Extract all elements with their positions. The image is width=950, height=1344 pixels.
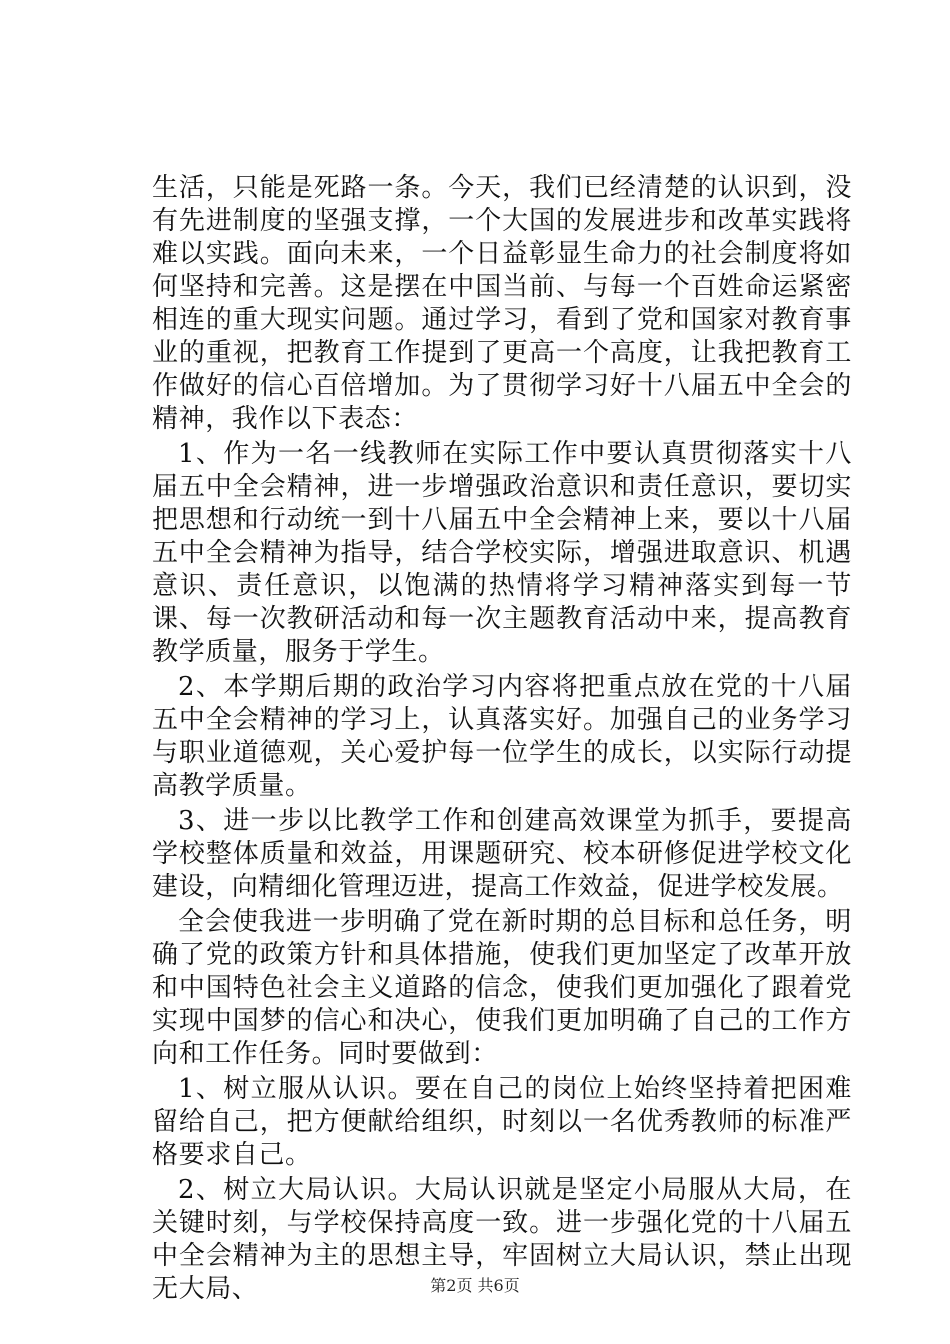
paragraph-plenary-summary: 全会使我进一步明确了党在新时期的总目标和总任务，明确了党的政策方针和具体措施，使我们更加坚定了改革开放和中国特色社会主义道路的信念，使我们更加强化了跟着党实现中国梦的信心和决心，使我们更加明确了自己的工作方向和工作任务。同时要做到：: [152, 907, 852, 1069]
paragraph-point-3: 3、进一步以比教学工作和创建高效课堂为抓手，要提高学校整体质量和效益，用课题研究、校本研修促进学校文化建设，向精细化管理迈进，提高工作效益，促进学校发展。: [152, 806, 852, 902]
paragraph-intro: 生活，只能是死路一条。今天，我们已经清楚的认识到，没有先进制度的坚强支撑，一个大国的发展进步和改革实践将难以实践。面向未来，一个日益彰显生命力的社会制度将如何坚持和完善。这是摆在中国当前、与每一个百姓命运紧密相连的重大现实问题。通过学习，看到了党和国家对教育事业的重视，把教育工作提到了更高一个高度，让我把教育工作做好的信心百倍增加。为了贯彻学习好十八届五中全会的精神，我作以下表态：: [152, 173, 852, 434]
page-number-footer: 第2页 共6页: [430, 1276, 520, 1295]
document-body: [152, 172, 852, 1306]
paragraph-point-1: 1、作为一名一线教师在实际工作中要认真贯彻落实十八届五中全会精神，进一步增强政治意识和责任意识，要切实把思想和行动统一到十八届五中全会精神上来，要以十八届五中全会精神为指导，结合学校实际，增强进取意识、机遇意识、责任意识，以饱满的热情将学习精神落实到每一节课、每一次教研活动和每一次主题教育活动中来，提高教育教学质量，服务于学生。: [152, 439, 852, 667]
paragraph-awareness-1: 1、树立服从认识。要在自己的岗位上始终坚持着把困难留给自己，把方便献给组织，时刻以一名优秀教师的标准严格要求自己。: [152, 1074, 852, 1170]
paragraph-point-2: 2、本学期后期的政治学习内容将把重点放在党的十八届五中全会精神的学习上，认真落实好。加强自己的业务学习与职业道德观，关心爱护每一位学生的成长，以实际行动提高教学质量。: [152, 672, 852, 801]
paragraph-awareness-2: 2、树立大局认识。大局认识就是坚定小局服从大局，在关键时刻，与学校保持高度一致。进一步强化党的十八届五中全会精神为主的思想主导，牢固树立大局认识，禁止出现无大局、: [152, 1175, 852, 1304]
